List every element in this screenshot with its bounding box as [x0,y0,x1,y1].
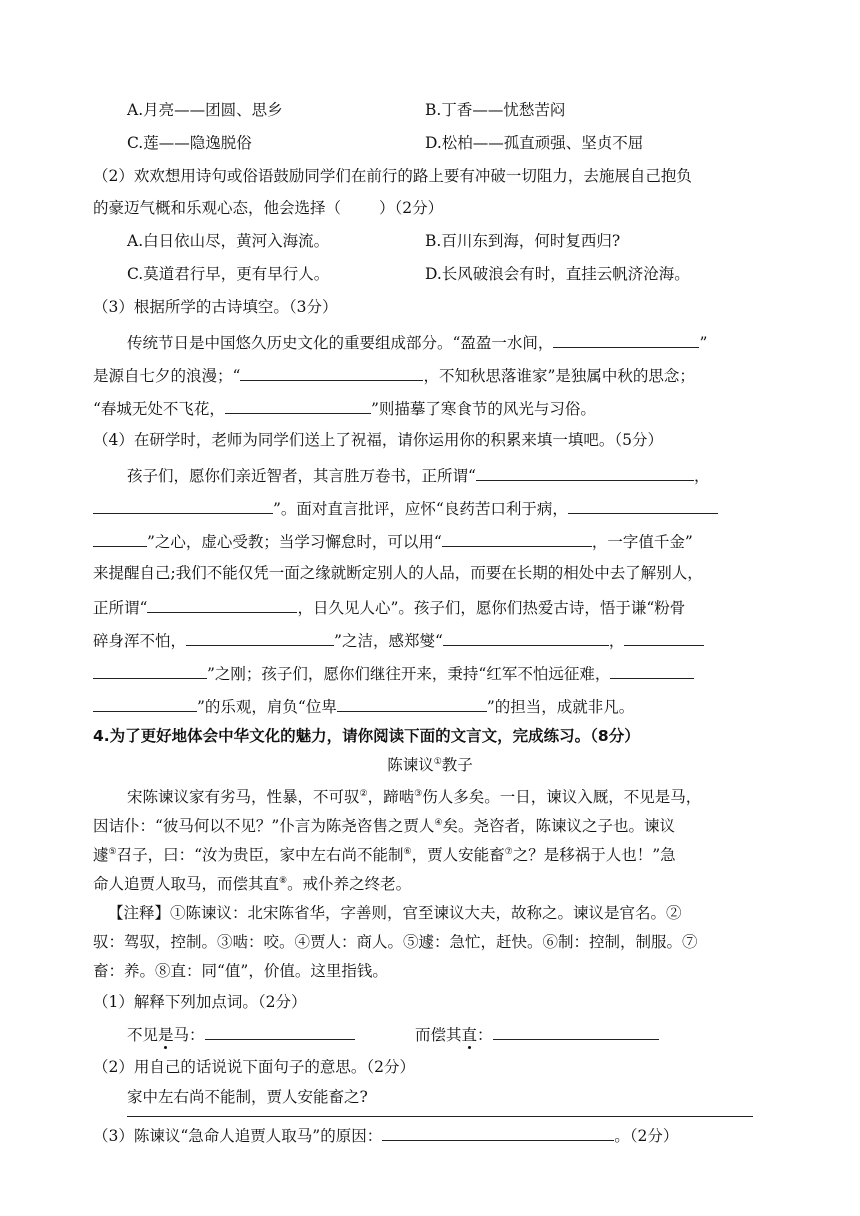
q3-line3-rest: ”则描摹了寒食节的风光与习俗。 [370,400,596,418]
q4-line8 [93,694,634,718]
note-ref: ② [359,788,368,799]
q4-blank-9[interactable] [337,694,487,712]
q1-option-a: A.月亮——团圆、思乡 [127,101,283,119]
passage-text: 矣。尧咨者，陈谏议之子也。谏议 [442,817,675,835]
q4-blank-3b[interactable] [93,529,147,547]
note-ref: ④ [434,817,443,828]
note-ref: ③ [414,788,423,799]
passage-title-rest: 教子 [441,756,473,774]
q4-blank-7b[interactable] [624,628,704,646]
q3-line2-rest: ，不知秋思落谁家”是独属中秋的思念； [423,367,695,385]
passage-text: 遽 [93,846,109,864]
note-ref: ⑦ [504,846,513,857]
subq2-sentence: 家中左右尚不能制，贾人安能畜之? [127,1088,368,1106]
passage-text: 命人追贾人取马，而偿其直 [93,875,280,893]
passage-line4 [93,873,411,895]
q4-blank-5[interactable] [147,595,297,613]
subq1-a-text: 不见 [127,1026,159,1044]
q4-line4: 来提醒自己;我们不能仅凭一面之缘就断定别人的人品，而要在长期的相处中去了解别人， [93,564,703,582]
q4-line6-text: 碎身浑不怕， [93,632,187,650]
note-ref: ⑧ [279,875,288,886]
q3-line2 [93,363,695,387]
q3-line3-text: “春城无处不飞花， [93,400,225,418]
q2-option-c: C.莫道君行早，更有早行人。 [127,265,330,283]
q4-blank-4[interactable] [442,529,592,547]
q1-option-d: D.松柏——孤直顽强、坚贞不屈 [425,134,644,152]
q4-blank-7c[interactable] [93,661,207,679]
q3-line1-text: 传统节日是中国悠久历史文化的重要组成部分。“盈盈一水间， [127,334,554,352]
passage-text: 宋陈谏议家有劣马，性暴，不可驭 [127,788,360,806]
passage-text: 之？是移祸于人也！”急 [512,846,676,864]
note-ref: ⑤ [108,846,117,857]
q2-prompt-line2-a: 的豪迈气概和乐观心态，他会选择（ [93,199,342,217]
subq3-prompt: （3）陈谏议“急命人追贾人取马”的原因： [93,1127,383,1145]
q3-blank-3[interactable] [225,396,371,414]
passage-title [0,754,860,776]
q4-line6 [93,628,704,652]
subq1-prompt: （1）解释下列加点词。（2分） [93,993,307,1011]
q3-blank-2[interactable] [240,363,423,381]
passage-title-sup: ① [433,756,442,767]
q4-blank-2[interactable] [93,496,273,514]
q3-line3 [93,396,596,420]
q4-line6-comma: ， [608,632,625,650]
q4-blank-8a[interactable] [610,661,694,679]
subq2-prompt: （2）用自己的话说说下面句子的意思。（2分） [93,1058,415,1076]
q4-line7 [93,661,694,685]
section4-heading: 4.为了更好地体会中华文化的魅力，请你阅读下面的文言文，完成练习。（8分） [93,727,640,745]
subq2-answer-line[interactable] [127,1116,753,1117]
q4-line6-mid: ”之洁，感郑燮“ [334,632,443,650]
subq3-blank[interactable] [382,1123,614,1141]
q2-option-d: D.长风破浪会有时，直挂云帆济沧海。 [425,265,690,283]
q4-line2 [93,496,718,520]
q3-prompt: （3）根据所学的古诗填空。（3分） [93,298,338,316]
passage-text: 伤人多矣。一日，谏议入厩，不见是马， [422,788,702,806]
passage-text: ，蹄啮 [367,788,415,806]
subq3-points: 。（2分） [614,1127,679,1145]
q3-line1-close: ” [699,334,708,352]
q4-line1-text: 孩子们，愿你们亲近智者，其言胜万卷书，正所谓“ [127,467,476,485]
q1-option-c: C.莲——隐逸脱俗 [127,134,252,152]
q2-prompt-line2 [93,197,443,219]
passage-line2 [93,815,675,837]
q4-line8-text: ”的乐观，肩负“位卑 [197,698,337,716]
q2-prompt-line2-b: ）（2分） [379,199,444,217]
passage-title-text: 陈谏议 [387,756,434,774]
passage-line3 [93,844,676,866]
q2-option-a: A.白日依山尽，黄河入海流。 [127,232,330,250]
subq1-b-text: 而偿其 [415,1026,462,1044]
passage-line1 [127,786,701,808]
q4-blank-1[interactable] [476,463,694,481]
q4-blank-3a[interactable] [568,496,718,514]
notes-line1: 【注释】①陈谏议：北宋陈省华，字善则，官至谏议大夫，故称之。谏议是官名。② [108,904,682,922]
subq1-b-colon: ： [477,1026,493,1044]
q2-option-b: B.百川东到海，何时复西归? [425,232,621,250]
dotted-word: 直 [461,1026,478,1044]
subq1-a-colon: 马： [173,1026,205,1044]
passage-text: 因诘仆：“彼马何以不见？”仆言为陈尧咨售之贾人 [93,817,435,835]
q4-line5-rest: ，日久见人心”。孩子们，愿你们热爱古诗，悟于谦“粉骨 [297,599,686,617]
note-ref: ⑥ [403,846,412,857]
q4-blank-8b[interactable] [93,694,197,712]
subq1-item-a [127,1022,355,1046]
q3-line2-text: 是源自七夕的浪漫；“ [93,367,241,385]
q4-prompt: （4）在研学时，老师为同学们送上了祝福，请你运用你的积累来填一填吧。（5分） [93,431,663,449]
q4-line1 [127,463,709,487]
passage-text: 。戒仆养之终老。 [287,875,412,893]
q3-line1 [127,330,707,354]
q1-option-b: B.丁香——忧愁苦闷 [425,101,566,119]
notes-line2: 驭：驾驭，控制。③啮：咬。④贾人：商人。⑤遽：急忙，赶快。⑥制：控制，制服。⑦ [93,933,698,951]
passage-text: 召子，曰：“汝为贵臣，家中左右尚不能制 [116,846,404,864]
dotted-word: 是 [158,1026,174,1044]
q4-line1-comma: ， [693,467,710,485]
subq3-line [93,1123,678,1147]
q4-line5 [93,595,685,619]
q4-line3 [93,529,693,553]
q4-line3-text: ”之心，虚心受教；当学习懈怠时，可以用“ [147,533,442,551]
subq1-blank-a[interactable] [205,1022,355,1040]
q4-line8-rest: ”的担当，成就非凡。 [486,698,635,716]
q4-line7-text: ”之刚；孩子们，愿你们继往开来，秉持“红军不怕远征难， [207,665,611,683]
subq1-blank-b[interactable] [493,1022,659,1040]
q2-prompt-line1: （2）欢欢想用诗句或俗语鼓励同学们在前行的路上要有冲破一切阻力，去施展自己抱负 [93,167,692,185]
q4-line2-text: ”。面对直言批评，应怀“良药苦口利于病， [273,500,568,518]
notes-line3: 畜：养。⑧直：同“值”，价值。这里指钱。 [93,962,388,980]
subq1-item-b [415,1022,659,1046]
passage-text: ，贾人安能畜 [411,846,505,864]
q3-blank-1[interactable] [553,330,699,348]
q4-line5-text: 正所谓“ [93,599,148,617]
q4-line3-rest: ，一字值千金” [591,533,693,551]
q4-blank-7a[interactable] [443,628,609,646]
q4-blank-6[interactable] [186,628,334,646]
